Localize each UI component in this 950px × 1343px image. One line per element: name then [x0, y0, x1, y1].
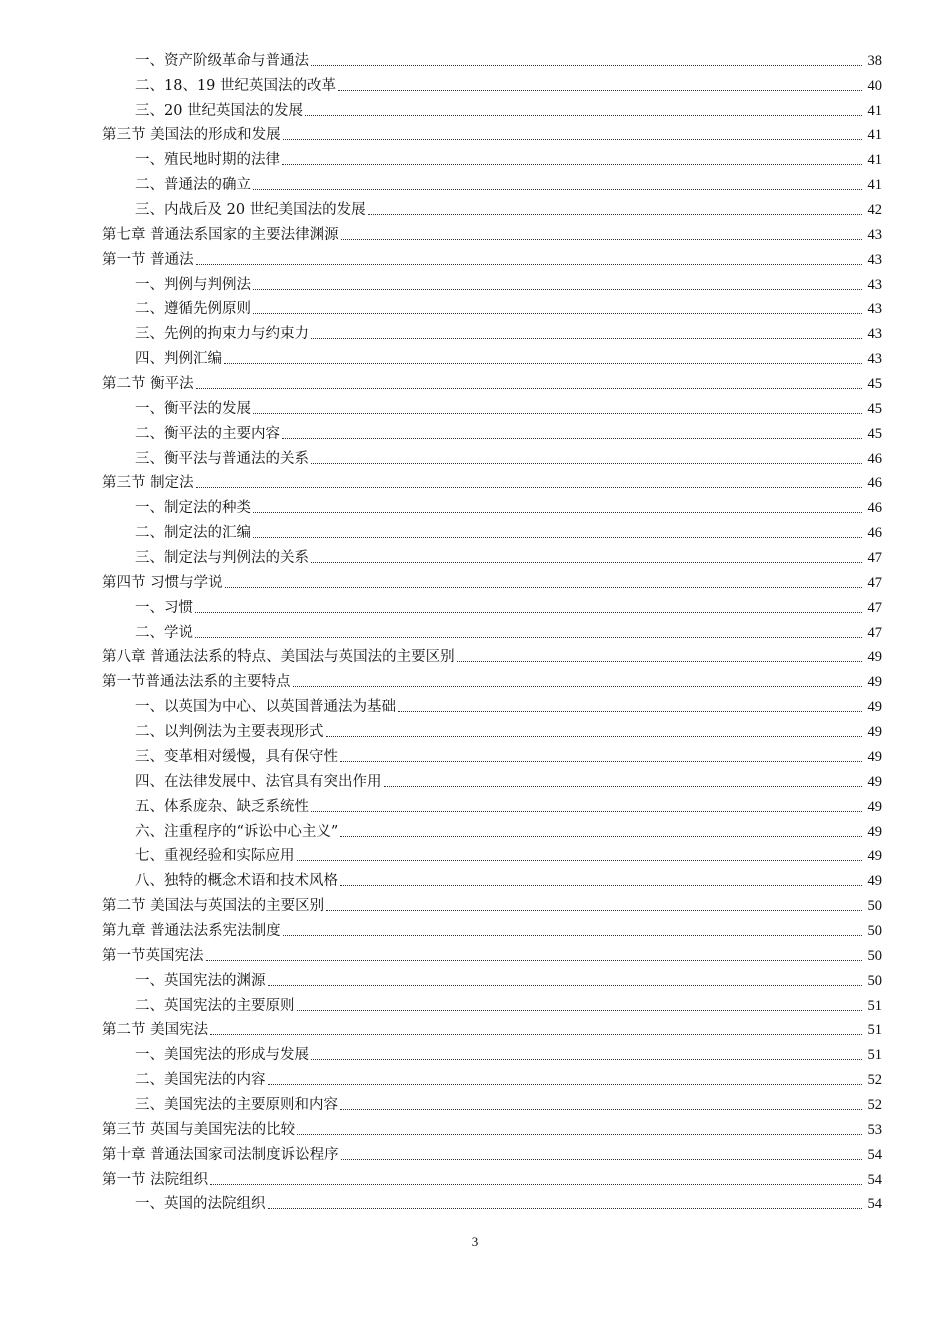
toc-entry-page: 43 [867, 226, 882, 243]
dot-leader [311, 338, 862, 339]
dot-leader [457, 661, 862, 662]
toc-subsection-entry [102, 1088, 882, 1113]
toc-entry-page: 49 [867, 649, 882, 666]
toc-subsection-entry [102, 417, 882, 442]
toc-entry-page: 49 [867, 748, 882, 765]
toc-entry-page: 51 [867, 997, 882, 1014]
dot-leader [384, 786, 863, 787]
dot-leader [253, 413, 862, 414]
toc-subsection-entry [102, 740, 882, 765]
toc-section-entry [102, 914, 882, 939]
toc-entry-title: 第二节 美国宪法 [102, 1022, 209, 1039]
toc-subsection-entry [102, 69, 882, 94]
toc-entry-title: 第九章 普通法法系宪法制度 [102, 922, 281, 939]
toc-entry-page: 41 [867, 127, 882, 144]
toc-subsection-entry [102, 143, 882, 168]
dot-leader [297, 1134, 862, 1135]
dot-leader [210, 1034, 862, 1035]
toc-entry-title: 第一节 法院组织 [102, 1171, 209, 1188]
toc-entry-title: 第二节 衡平法 [102, 376, 194, 393]
dot-leader [398, 711, 862, 712]
dot-leader [340, 1109, 862, 1110]
toc-entry-page: 40 [867, 77, 882, 94]
toc-subsection-entry [102, 541, 882, 566]
toc-subsection-entry [102, 268, 882, 293]
toc-entry-title: 八、独特的概念术语和技术风格 [135, 873, 338, 890]
dot-leader [326, 910, 862, 911]
toc-entry-page: 49 [867, 848, 882, 865]
toc-entry-page: 47 [867, 624, 882, 641]
toc-entry-title: 二、普通法的确立 [135, 177, 251, 194]
toc-section-entry [102, 1113, 882, 1138]
toc-entry-title: 第二节 美国法与英国法的主要区别 [102, 898, 325, 915]
dot-leader [283, 139, 862, 140]
toc-entry-page: 43 [867, 326, 882, 343]
dot-leader [283, 935, 862, 936]
toc-entry-page: 47 [867, 550, 882, 567]
dot-leader [268, 1208, 863, 1209]
toc-entry-title: 第七章 普通法系国家的主要法律渊源 [102, 226, 339, 243]
toc-entry-page: 50 [867, 972, 882, 989]
toc-entry-page: 51 [867, 1022, 882, 1039]
dot-leader [253, 189, 862, 190]
dot-leader [196, 487, 862, 488]
dot-leader [297, 1010, 863, 1011]
toc-section-entry [102, 566, 882, 591]
toc-subsection-entry [102, 616, 882, 641]
dot-leader [195, 637, 862, 638]
toc-entry-page: 46 [867, 475, 882, 492]
toc-subsection-entry [102, 44, 882, 69]
toc-entry-page: 49 [867, 823, 882, 840]
toc-subsection-entry [102, 293, 882, 318]
toc-subsection-entry [102, 442, 882, 467]
dot-leader [206, 960, 863, 961]
toc-entry-title: 第三节 美国法的形成和发展 [102, 127, 281, 144]
toc-subsection-entry [102, 964, 882, 989]
dot-leader [341, 239, 862, 240]
toc-entry-title: 二、衡平法的主要内容 [135, 425, 280, 442]
toc-entry-title: 三、美国宪法的主要原则和内容 [135, 1096, 338, 1113]
dot-leader [293, 686, 863, 687]
dot-leader [368, 214, 862, 215]
dot-leader [311, 811, 862, 812]
toc-entry-title: 二、英国宪法的主要原则 [135, 997, 295, 1014]
dot-leader [340, 761, 862, 762]
toc-entry-title: 三、先例的拘束力与约束力 [135, 326, 309, 343]
toc-entry-title: 第一节英国宪法 [102, 947, 204, 964]
dot-leader [196, 264, 862, 265]
toc-subsection-entry [102, 864, 882, 889]
dot-leader [225, 587, 862, 588]
toc-entry-page: 49 [867, 873, 882, 890]
toc-subsection-entry [102, 193, 882, 218]
toc-entry-title: 第三节 制定法 [102, 475, 194, 492]
toc-entry-page: 54 [867, 1146, 882, 1163]
toc-section-entry [102, 367, 882, 392]
toc-entry-title: 七、重视经验和实际应用 [135, 848, 295, 865]
toc-entry-page: 41 [867, 102, 882, 119]
dot-leader [253, 537, 862, 538]
toc-entry-title: 一、资产阶级革命与普通法 [135, 52, 309, 69]
dot-leader [297, 860, 863, 861]
dot-leader [338, 90, 862, 91]
toc-subsection-entry [102, 815, 882, 840]
toc-entry-title: 第一节普通法法系的主要特点 [102, 674, 291, 691]
dot-leader [195, 612, 862, 613]
page-number: 3 [471, 1234, 479, 1249]
toc-subsection-entry [102, 790, 882, 815]
toc-section-entry [102, 119, 882, 144]
toc-entry-page: 43 [867, 276, 882, 293]
toc-entry-title: 四、判例汇编 [135, 351, 222, 368]
toc-entry-page: 46 [867, 525, 882, 542]
toc-subsection-entry [102, 840, 882, 865]
toc-entry-page: 54 [867, 1196, 882, 1213]
toc-subsection-entry [102, 392, 882, 417]
dot-leader [253, 512, 862, 513]
dot-leader [268, 985, 863, 986]
toc-subsection-entry [102, 989, 882, 1014]
toc-section-entry [102, 467, 882, 492]
toc-entry-page: 43 [867, 301, 882, 318]
dot-leader [268, 1084, 863, 1085]
toc-section-entry [102, 939, 882, 964]
toc-subsection-entry [102, 168, 882, 193]
toc-entry-title: 六、注重程序的“诉讼中心主义” [135, 823, 339, 840]
toc-entry-page: 50 [867, 922, 882, 939]
dot-leader [340, 836, 862, 837]
toc-entry-page: 43 [867, 251, 882, 268]
toc-entry-page: 54 [867, 1171, 882, 1188]
toc-entry-title: 一、英国宪法的渊源 [135, 972, 266, 989]
toc-entry-page: 49 [867, 674, 882, 691]
toc-entry-title: 第一节 普通法 [102, 251, 194, 268]
toc-entry-page: 49 [867, 773, 882, 790]
toc-entry-page: 45 [867, 425, 882, 442]
toc-entry-title: 三、衡平法与普通法的关系 [135, 450, 309, 467]
toc-entry-title: 第八章 普通法法系的特点、美国法与英国法的主要区别 [102, 649, 455, 666]
toc-entry-title: 一、判例与判例法 [135, 276, 251, 293]
toc-entry-title: 一、殖民地时期的法律 [135, 152, 280, 169]
toc-entry-title: 第十章 普通法国家司法制度诉讼程序 [102, 1146, 339, 1163]
toc-entry-title: 三、20 世纪英国法的发展 [135, 102, 304, 119]
toc-entry-page: 46 [867, 450, 882, 467]
toc-entry-title: 第三节 英国与美国宪法的比较 [102, 1121, 296, 1138]
toc-entry-page: 51 [867, 1047, 882, 1064]
toc-entry-page: 43 [867, 351, 882, 368]
toc-entry-page: 41 [867, 152, 882, 169]
toc-entry-page: 41 [867, 177, 882, 194]
toc-entry-page: 38 [867, 52, 882, 69]
toc-entry-page: 45 [867, 400, 882, 417]
toc-entry-title: 一、英国的法院组织 [135, 1196, 266, 1213]
toc-entry-title: 四、在法律发展中、法官具有突出作用 [135, 773, 382, 790]
toc-entry-title: 一、习惯 [135, 599, 193, 616]
toc-subsection-entry [102, 317, 882, 342]
toc-subsection-entry [102, 715, 882, 740]
toc-section-entry [102, 1138, 882, 1163]
toc-entry-page: 50 [867, 898, 882, 915]
dot-leader [282, 164, 862, 165]
dot-leader [196, 388, 862, 389]
dot-leader [311, 65, 862, 66]
toc-entry-title: 三、变革相对缓慢，具有保守性 [135, 748, 338, 765]
dot-leader [311, 562, 862, 563]
toc-entry-title: 五、体系庞杂、缺乏系统性 [135, 798, 309, 815]
table-of-contents [102, 44, 882, 1212]
toc-entry-page: 49 [867, 699, 882, 716]
toc-section-entry [102, 1163, 882, 1188]
toc-section-entry [102, 641, 882, 666]
toc-entry-title: 二、学说 [135, 624, 193, 641]
toc-entry-title: 一、以英国为中心、以英国普通法为基础 [135, 699, 396, 716]
dot-leader [253, 289, 862, 290]
dot-leader [340, 885, 862, 886]
dot-leader [210, 1184, 862, 1185]
dot-leader [311, 463, 862, 464]
toc-section-entry [102, 218, 882, 243]
toc-subsection-entry [102, 516, 882, 541]
toc-entry-title: 三、内战后及 20 世纪美国法的发展 [135, 202, 366, 219]
toc-subsection-entry [102, 1038, 882, 1063]
toc-entry-page: 53 [867, 1121, 882, 1138]
toc-subsection-entry [102, 491, 882, 516]
toc-entry-page: 47 [867, 599, 882, 616]
toc-subsection-entry [102, 690, 882, 715]
toc-entry-page: 42 [867, 202, 882, 219]
toc-entry-page: 50 [867, 947, 882, 964]
toc-entry-title: 三、制定法与判例法的关系 [135, 550, 309, 567]
toc-entry-title: 二、18、19 世纪英国法的改革 [135, 77, 337, 94]
toc-entry-page: 52 [867, 1072, 882, 1089]
toc-subsection-entry [102, 1063, 882, 1088]
dot-leader [341, 1159, 862, 1160]
dot-leader [253, 313, 862, 314]
toc-entry-title: 一、美国宪法的形成与发展 [135, 1047, 309, 1064]
toc-section-entry [102, 243, 882, 268]
toc-entry-title: 一、制定法的种类 [135, 500, 251, 517]
toc-subsection-entry [102, 591, 882, 616]
toc-entry-page: 46 [867, 500, 882, 517]
toc-section-entry [102, 889, 882, 914]
toc-entry-title: 二、以判例法为主要表现形式 [135, 724, 324, 741]
dot-leader [326, 736, 863, 737]
toc-entry-page: 49 [867, 798, 882, 815]
toc-subsection-entry [102, 765, 882, 790]
toc-entry-page: 52 [867, 1096, 882, 1113]
toc-entry-page: 49 [867, 724, 882, 741]
toc-entry-page: 45 [867, 376, 882, 393]
toc-entry-title: 第四节 习惯与学说 [102, 574, 223, 591]
toc-entry-title: 二、美国宪法的内容 [135, 1072, 266, 1089]
toc-subsection-entry [102, 94, 882, 119]
dot-leader [224, 363, 862, 364]
toc-subsection-entry [102, 342, 882, 367]
dot-leader [282, 438, 862, 439]
dot-leader [305, 115, 862, 116]
toc-subsection-entry [102, 1188, 882, 1213]
toc-section-entry [102, 665, 882, 690]
dot-leader [311, 1059, 862, 1060]
toc-entry-title: 二、遵循先例原则 [135, 301, 251, 318]
toc-section-entry [102, 1014, 882, 1039]
toc-entry-title: 一、衡平法的发展 [135, 400, 251, 417]
toc-entry-title: 二、制定法的汇编 [135, 525, 251, 542]
toc-entry-page: 47 [867, 574, 882, 591]
